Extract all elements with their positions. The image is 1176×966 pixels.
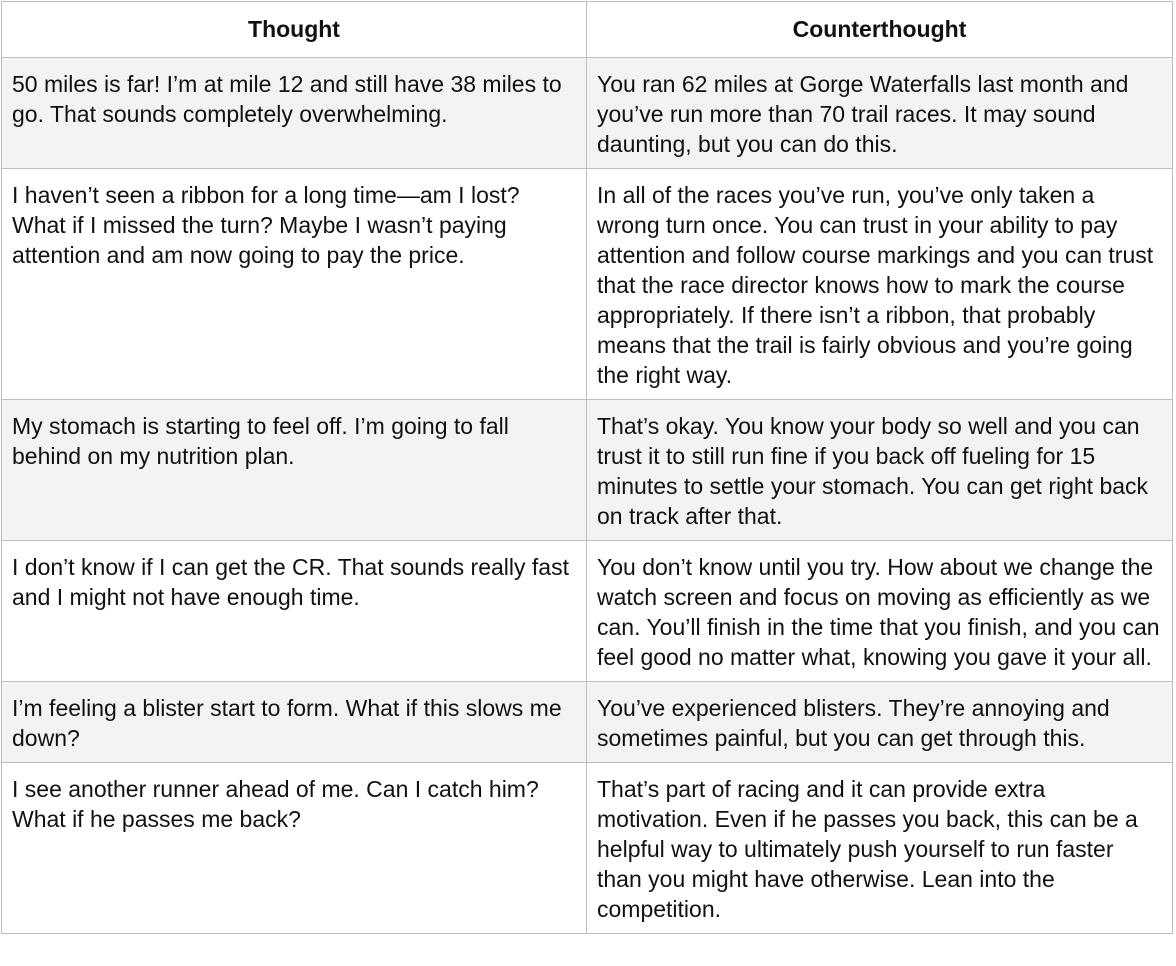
counterthought-text: That’s okay. You know your body so well and you can trust it to still run fine if you back off fueling for 15 minutes to settle your stomach. You can get right back on track after that. [597,413,1149,529]
header-row [2,2,1173,58]
thought-text: My stomach is starting to feel off. I’m going to fall behind on my nutrition plan. [12,413,509,469]
counterthought-text: In all of the races you’ve run, you’ve only taken a wrong turn once. You can trust in your ability to pay attention and follow course markings and you can trust that the race director knows how to mark the course appropriately. If there isn’t a ribbon, that probably means that the trail is fairly obvious and you’re going the right way. [597,182,1154,388]
table-row [2,400,1173,541]
table-row [2,682,1173,763]
thought-cell [2,169,587,400]
thought-cell [2,400,587,541]
table-row [2,541,1173,682]
counterthought-text: You’ve experienced blisters. They’re annoying and sometimes painful, but you can get through this. [597,695,1110,751]
counterthought-cell [587,58,1173,169]
thought-text: I’m feeling a blister start to form. What if this slows me down? [12,695,562,751]
counterthought-cell [587,400,1173,541]
table-row [2,58,1173,169]
thought-cell [2,763,587,934]
thought-cell [2,682,587,763]
thought-text: I see another runner ahead of me. Can I catch him? What if he passes me back? [12,776,539,832]
counterthought-cell [587,541,1173,682]
thought-cell [2,541,587,682]
counterthought-cell [587,763,1173,934]
thought-text: I don’t know if I can get the CR. That sounds really fast and I might not have enough time. [12,554,569,610]
thought-text: 50 miles is far! I’m at mile 12 and still have 38 miles to go. That sounds completely overwhelming. [12,71,562,127]
counterthought-cell [587,682,1173,763]
thought-text: I haven’t seen a ribbon for a long time—am I lost? What if I missed the turn? Maybe I wasn’t paying attention and am now going to pay the price. [12,182,520,268]
table-row [2,169,1173,400]
counterthought-text: That’s part of racing and it can provide extra motivation. Even if he passes you back, this can be a helpful way to ultimately push yourself to run faster than you might have otherwise. Lean into the competition. [597,776,1138,922]
table-row [2,763,1173,934]
header-counterthought: Counterthought [587,2,1173,58]
header-thought: Thought [2,2,587,58]
counterthought-text: You don’t know until you try. How about we change the watch screen and focus on moving as efficiently as we can. You’ll finish in the time that you finish, and you can feel good no matter what, knowing you gave it your all. [597,554,1160,670]
thought-counterthought-table [1,1,1173,934]
counterthought-cell [587,169,1173,400]
counterthought-text: You ran 62 miles at Gorge Waterfalls last month and you’ve run more than 70 trail races. It may sound daunting, but you can do this. [597,71,1129,157]
thought-cell [2,58,587,169]
